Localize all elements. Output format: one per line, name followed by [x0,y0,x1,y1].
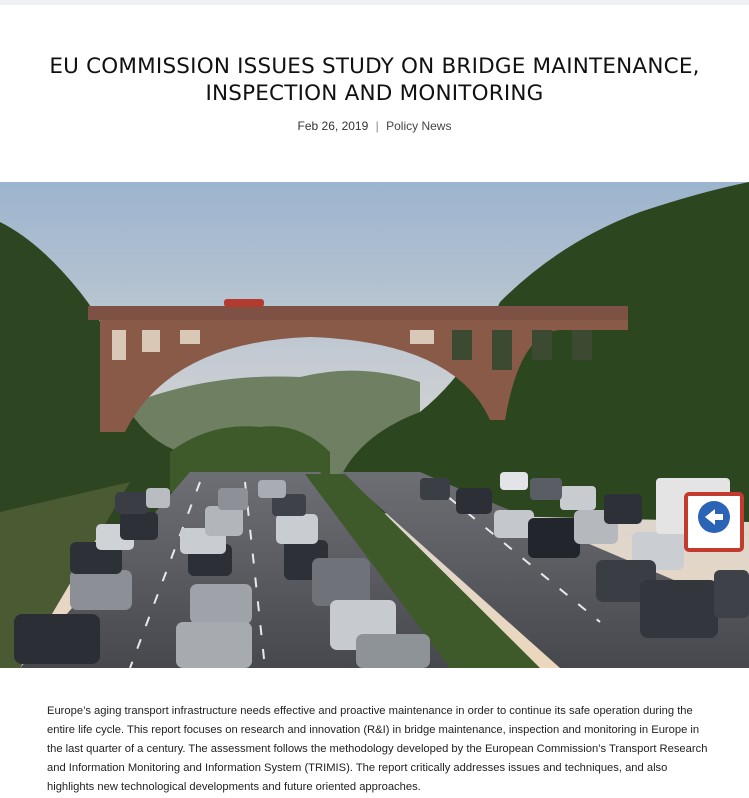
hero-image [0,182,749,668]
category-link[interactable]: Policy News [386,119,452,133]
meta-separator: | [375,119,379,133]
article-body: Europe’s aging transport infrastructure needs effective and proactive maintenance in order to continue its safe operation during the entire life cycle. This report focuses on research and innovation (R&I) in bridge maintenance, inspection and monitoring in Europe in the last quarter of a century. The assessment follows the methodology developed by the European Commission’s Transport Research and Information Monitoring and Information System (TRIMIS). The report critically addresses issues and techniques, and also highlights new technological developments and future oriented approaches. [47,705,708,793]
bridge-deck [88,306,628,320]
hero-illustration [0,182,749,668]
bridge-car [224,299,264,307]
post-meta [0,119,749,133]
post-date: Feb 26, 2019 [297,119,369,133]
page-title: EU COMMISSION ISSUES STUDY ON BRIDGE MAINTENANCE, INSPECTION AND MONITORING [49,54,700,106]
article-header [0,5,749,133]
